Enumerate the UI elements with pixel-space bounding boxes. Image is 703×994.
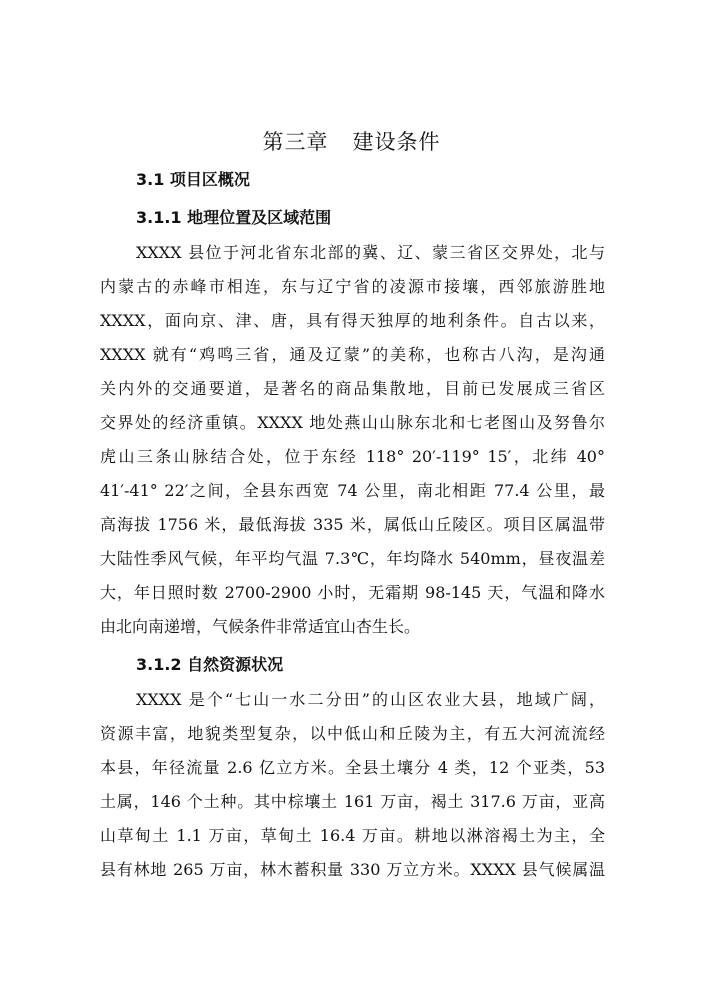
paragraph-line: XXXX 是个“七山一水二分田”的山区农业大县，地域广阔， <box>136 690 605 709</box>
paragraph-line: 资源丰富，地貌类型复杂，以中低山和丘陵为主，有五大河流流经 <box>100 724 605 743</box>
subsection-heading-geography: 3.1.1 地理位置及区域范围 <box>136 208 332 227</box>
paragraph-line: 内蒙古的赤峰市相连，东与辽宁省的凌源市接壤，西邻旅游胜地 <box>100 277 605 296</box>
paragraph-line: 由北向南递增，气候条件非常适宜山杏生长。 <box>100 617 421 636</box>
paragraph-line: 大陆性季风气候，年平均气温 7.3℃，年均降水 540mm，昼夜温差 <box>100 549 605 568</box>
paragraph-line: XXXX 就有“鸡鸣三省，通及辽蒙”的美称，也称古八沟，是沟通 <box>100 345 605 364</box>
chapter-title <box>0 126 703 156</box>
paragraph-line: 本县，年径流量 2.6 亿立方米。全县土壤分 4 类，12 个亚类，53 <box>100 758 605 777</box>
chapter-name: 建设条件 <box>352 130 441 154</box>
paragraph-line: 山草甸土 1.1 万亩，草甸土 16.4 万亩。耕地以淋溶褐土为主，全 <box>100 826 605 845</box>
paragraph-line: XXXX，面向京、津、唐，具有得天独厚的地利条件。自古以来， <box>100 311 605 330</box>
paragraph-line: 交界处的经济重镇。XXXX 地处燕山山脉东北和七老图山及努鲁尔 <box>100 413 605 432</box>
paragraph-line: 土属，146 个土种。其中棕壤土 161 万亩，褐土 317.6 万亩，亚高 <box>100 792 605 811</box>
chapter-number: 第三章 <box>262 130 329 154</box>
paragraph-line: 41′-41° 22′之间，全县东西宽 74 公里，南北相距 77.4 公里，最 <box>100 481 605 500</box>
paragraph-line: 虎山三条山脉结合处，位于东经 118° 20′-119° 15′，北纬 40° <box>100 447 605 466</box>
paragraph-line: 大，年日照时数 2700-2900 小时，无霜期 98-145 天，气温和降水 <box>100 583 605 602</box>
paragraph-line: 关内外的交通要道，是著名的商品集散地，目前已发展成三省区 <box>100 379 605 398</box>
paragraph-line: 县有林地 265 万亩，林木蓄积量 330 万立方米。XXXX 县气候属温 <box>100 860 605 879</box>
section-heading: 3.1 项目区概况 <box>136 170 250 189</box>
subsection-heading-resources: 3.1.2 自然资源状况 <box>136 655 284 674</box>
paragraph-line: XXXX 县位于河北省东北部的冀、辽、蒙三省区交界处，北与 <box>136 243 605 262</box>
paragraph-line: 高海拔 1756 米，最低海拔 335 米，属低山丘陵区。项目区属温带 <box>100 515 605 534</box>
